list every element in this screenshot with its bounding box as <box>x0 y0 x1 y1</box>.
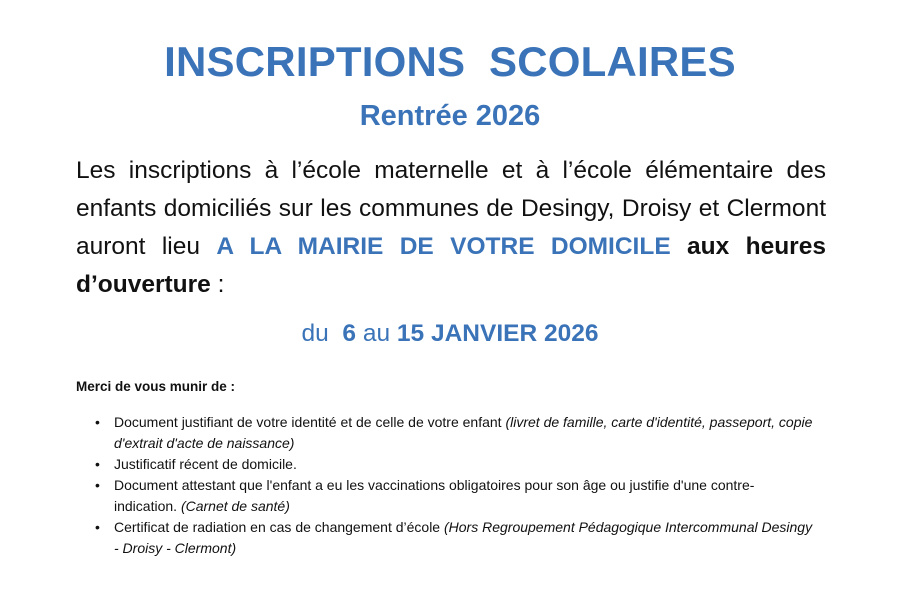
intro-end: : <box>210 271 225 298</box>
list-item-text: Certificat de radiation en cas de changement d’école <box>114 519 444 535</box>
list-item <box>76 517 816 559</box>
list-item-note: (Carnet de santé) <box>180 498 290 514</box>
bullet-icon: • <box>95 456 100 472</box>
page-subtitle: Rentrée 2026 <box>359 100 541 132</box>
dates-end-date: 15 JANVIER 2026 <box>396 320 599 347</box>
list-item-text: Justificatif récent de domicile. <box>114 456 297 472</box>
documents-list <box>76 412 816 559</box>
intro-bold: aux heures d’ouverture <box>76 233 826 298</box>
list-item-note: (Hors Regroupement Pédagogique Intercommunal Desingy - Droisy - Clermont) <box>114 519 813 556</box>
intro-paragraph <box>76 152 826 304</box>
list-item <box>76 454 816 475</box>
bullet-icon: • <box>95 477 100 493</box>
list-item-text: Document justifiant de votre identité et de celle de votre enfant <box>114 414 506 430</box>
list-item <box>76 412 816 454</box>
list-item-note: (livret de famille, carte d'identité, passeport, copie d'extrait d'acte de naissance) <box>114 414 813 451</box>
intro-highlight: A LA MAIRIE DE VOTRE DOMICILE <box>216 233 671 260</box>
registration-dates <box>0 316 900 352</box>
list-item-text: Document attestant que l'enfant a eu les vaccinations obligatoires pour son âge ou justifie d'une contre-indication. <box>114 477 755 514</box>
intro-text: Les inscriptions à l’école maternelle et à l’école élémentaire des enfants domiciliés sur les communes de Desingy, Droisy et Clermont auront lieu <box>76 157 826 260</box>
merci-label: Merci de vous munir de : <box>76 379 236 394</box>
dates-au: au <box>356 320 397 347</box>
list-item <box>76 475 816 517</box>
bullet-icon: • <box>95 414 100 430</box>
dates-du: du <box>301 320 343 347</box>
bullet-icon: • <box>95 519 100 535</box>
dates-start-day: 6 <box>342 320 357 347</box>
page-title: INSCRIPTIONS SCOLAIRES <box>164 38 736 85</box>
